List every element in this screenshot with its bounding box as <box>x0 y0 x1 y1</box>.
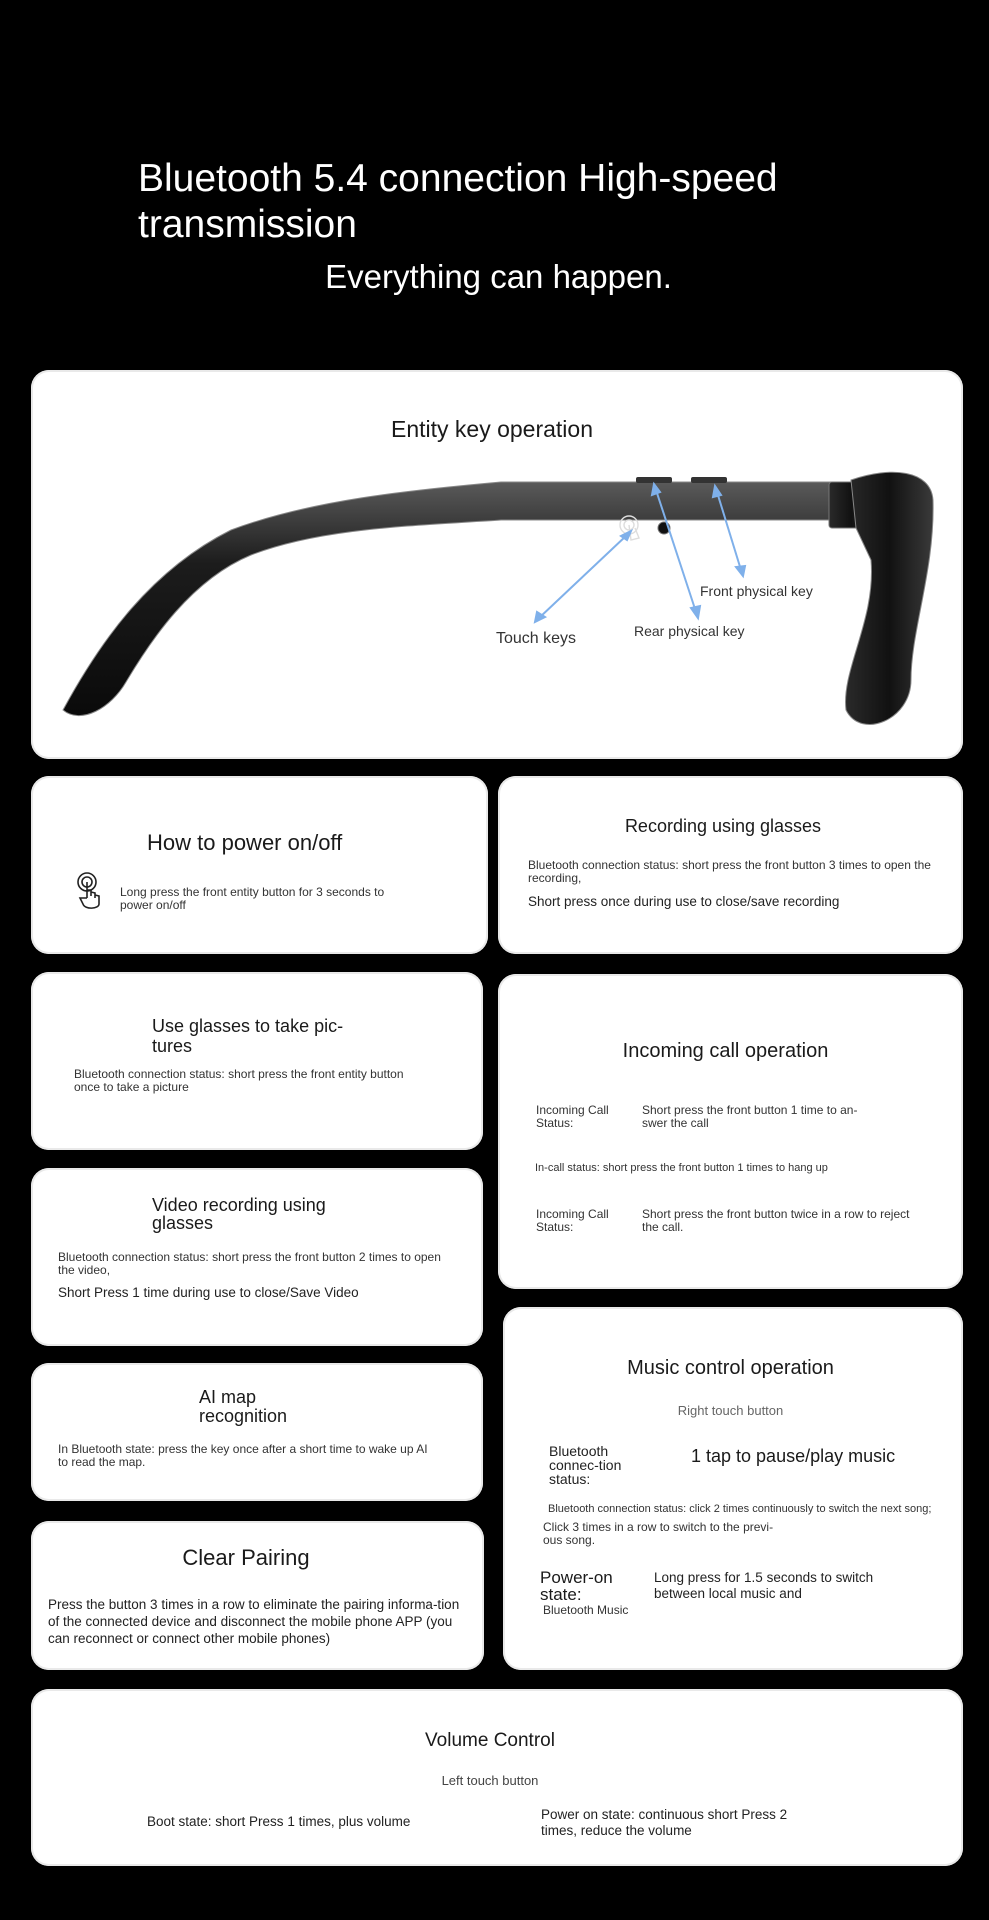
pictures-desc: Bluetooth connection status: short press the front entity button once to take a picture <box>74 1067 404 1094</box>
video-title: Video recording using glasses <box>152 1195 326 1233</box>
recording-desc1: Bluetooth connection status: short press the front button 3 times to open the recording, <box>528 858 931 885</box>
touch-keys-label: Touch keys <box>496 630 577 647</box>
incoming-label2: Incoming Call Status: <box>536 1207 609 1234</box>
hero-subtitle: Everything can happen. <box>325 258 672 295</box>
music-bt-music: Bluetooth Music <box>543 1603 629 1617</box>
pictures-card <box>31 972 483 1150</box>
incoming-title: Incoming call operation <box>622 1040 829 1062</box>
glasses-illustration <box>31 370 963 759</box>
music-card <box>503 1307 963 1670</box>
power-desc: Long press the front entity button for 3 seconds to power on/off <box>120 885 385 912</box>
power-card <box>31 776 488 954</box>
incoming-value2: Short press the front button twice in a row to reject the call. <box>642 1207 910 1234</box>
video-card <box>31 1168 483 1346</box>
music-bt-value: 1 tap to pause/play music <box>691 1446 896 1466</box>
volume-boot: Boot state: short Press 1 times, plus volume <box>147 1814 411 1829</box>
front-key-shape <box>691 477 727 483</box>
music-power-label: Power-on state: <box>540 1568 613 1604</box>
incall-desc: In-call status: short press the front button 1 times to hang up <box>535 1162 828 1174</box>
music-bt-label: Bluetooth connec-tion status: <box>549 1443 622 1487</box>
hero-title: Bluetooth 5.4 connection High-speed transmission <box>138 157 778 246</box>
music-next-song: Bluetooth connection status: click 2 times continuously to switch the next song; <box>548 1503 932 1515</box>
recording-desc2: Short press once during use to close/save recording <box>528 894 840 909</box>
clear-pairing-desc: Press the button 3 times in a row to eliminate the pairing informa-tion of the connected device and disconnect the mobile phone APP (you can reconnect or connect other mobile phones) <box>48 1597 460 1646</box>
recording-title: Recording using glasses <box>624 816 822 836</box>
clear-pairing-title: Clear Pairing <box>182 1545 310 1570</box>
power-title: How to power on/off <box>147 830 343 855</box>
pictures-title: Use glasses to take pic-tures <box>152 1016 344 1056</box>
music-title: Music control operation <box>627 1357 834 1379</box>
volume-subtitle: Left touch button <box>441 1773 539 1788</box>
rear-key-shape <box>636 477 672 483</box>
incoming-card <box>498 974 963 1289</box>
clear-pairing-card <box>31 1521 484 1670</box>
glasses-front-frame <box>846 472 934 724</box>
music-prev-song: Click 3 times in a row to switch to the previ-ous song. <box>543 1520 774 1547</box>
recording-card <box>498 776 963 954</box>
music-power-value: Long press for 1.5 seconds to switch between local music and <box>654 1570 874 1601</box>
touch-hand-icon <box>75 872 105 912</box>
video-desc1: Bluetooth connection status: short press the front button 2 times to open the video, <box>58 1250 441 1277</box>
ai-card <box>31 1363 483 1501</box>
ai-title: AI map recognition <box>199 1387 288 1426</box>
incoming-value1: Short press the front button 1 time to an-swer the call <box>642 1103 858 1130</box>
video-desc2: Short Press 1 time during use to close/Save Video <box>58 1285 359 1300</box>
incoming-label1: Incoming Call Status: <box>536 1103 609 1130</box>
volume-title: Volume Control <box>425 1730 555 1751</box>
front-key-label: Front physical key <box>700 583 813 599</box>
entity-key-title: Entity key operation <box>390 416 593 442</box>
music-subtitle: Right touch button <box>677 1403 784 1418</box>
volume-power-on: Power on state: continuous short Press 2 times, reduce the volume <box>541 1807 788 1838</box>
entity-key-card <box>31 370 963 759</box>
rear-key-label: Rear physical key <box>634 623 745 639</box>
volume-card <box>31 1689 963 1866</box>
ai-desc: In Bluetooth state: press the key once after a short time to wake up AI to read the map. <box>58 1442 428 1469</box>
